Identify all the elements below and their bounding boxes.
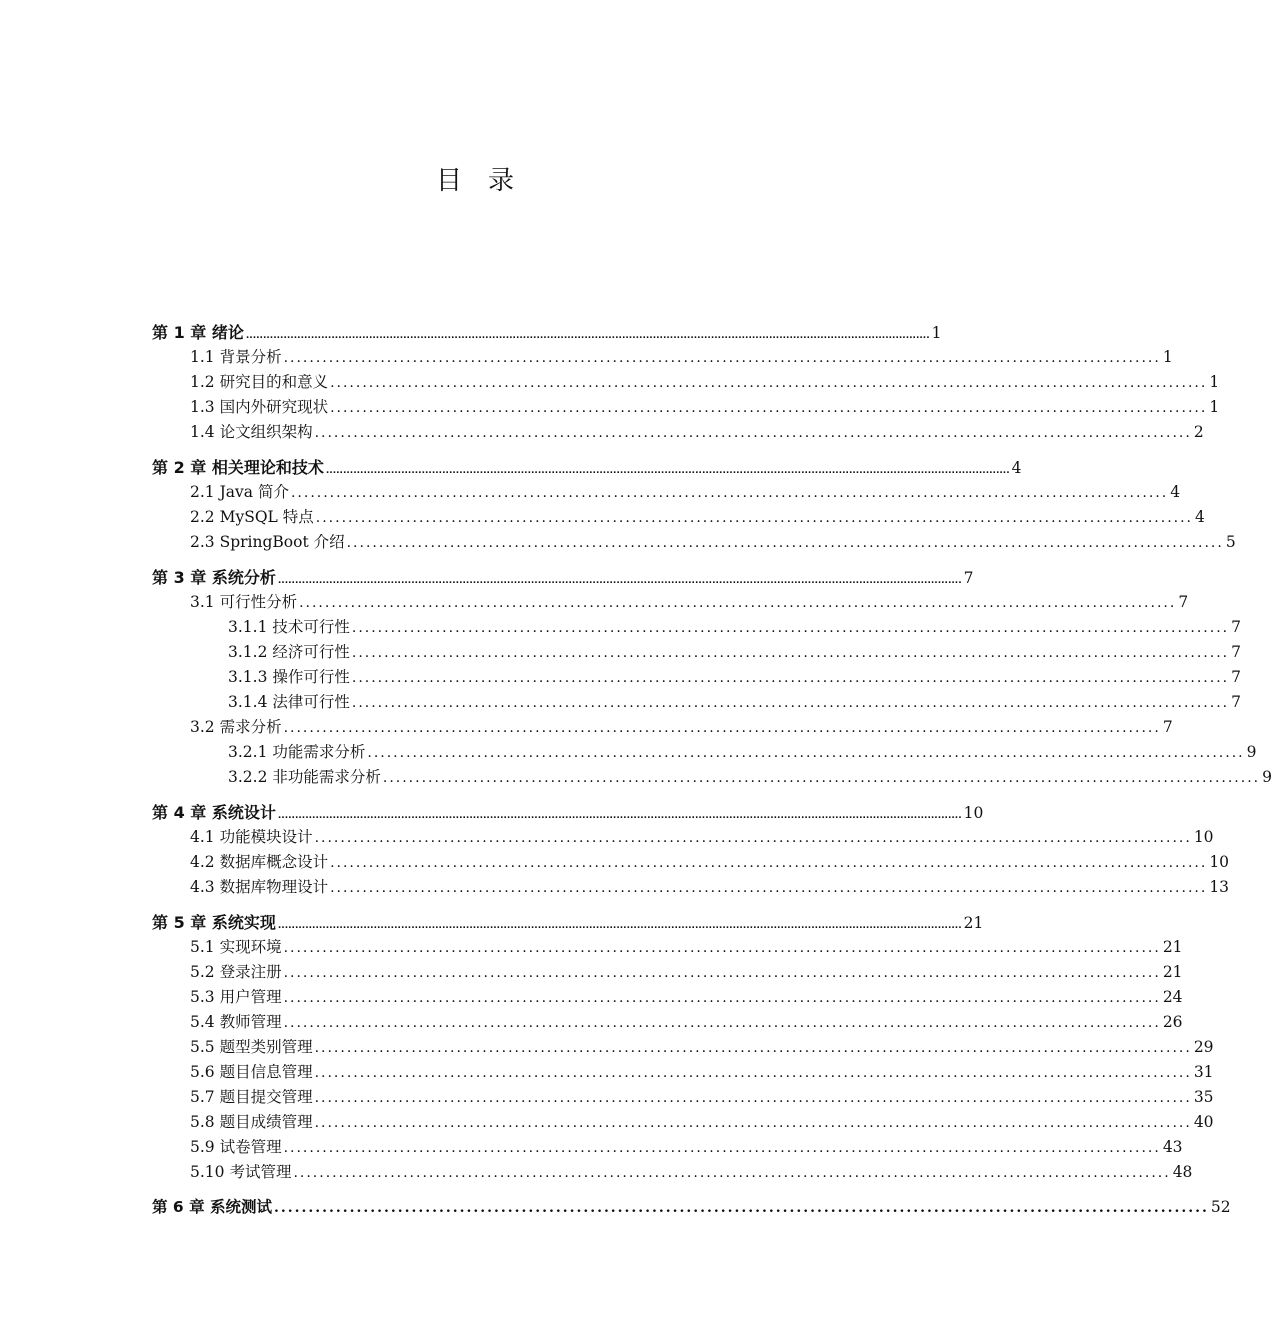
dot-leader: ........................................................................................................................................ [330,880,1208,896]
dot-leader: ........................................................................................................................................ [314,425,1192,441]
toc-page-number: 48 [1172,1163,1193,1181]
toc-entry-section[interactable] [152,875,1230,900]
toc-page-number: 43 [1162,1138,1183,1156]
chapter-spacer [152,900,860,910]
dot-leader: ........................................................................................................................................ [290,485,1169,501]
dot-leader: ........................................................................................................................................ [351,695,1230,711]
toc-page-number: 7 [1231,643,1241,661]
toc-page-number: 1 [931,324,942,342]
toc-entry-title: 第 2 章 相关理论和技术 [152,458,324,477]
dot-leader: ........................................................................................................................................ [293,1165,1171,1181]
dot-leader: ........................................................................................................................................ [351,670,1230,686]
toc-page-number: 40 [1193,1113,1214,1131]
toc-heading: 目 录 [435,166,514,196]
toc-entry-section[interactable] [152,505,1205,530]
toc-entry-section[interactable] [152,1110,1214,1135]
toc-entry-section[interactable] [152,395,1220,420]
toc-entry-section[interactable] [152,985,1183,1010]
dot-leader: ........................................................................................................................................ [330,375,1208,391]
toc-entry-subsection[interactable] [152,765,1272,790]
chapter-spacer [152,555,860,565]
toc-entry-title: 2.2 MySQL 特点 [190,508,314,526]
toc-page-number: 31 [1193,1063,1214,1081]
toc-page-number: 21 [1162,938,1183,956]
dot-leader: ........................................................................................................................................ [273,1200,1209,1216]
toc-page-number: 29 [1193,1038,1214,1056]
toc-page-number: 7 [963,569,974,587]
toc-entry-title: 3.1.2 经济可行性 [228,643,350,661]
toc-entry-title: 3.1 可行性分析 [190,593,298,611]
toc-entry-section[interactable] [152,590,1189,615]
toc-page-number: 21 [963,914,984,932]
dot-leader: ........................................................................................................................................ [314,1090,1192,1106]
toc-page-number: 1 [1162,348,1173,366]
toc-entry-title: 1.2 研究目的和意义 [190,373,329,391]
dot-leader: ........................................................................................................................................ [314,830,1192,846]
toc-entry-title: 5.7 题目提交管理 [190,1088,313,1106]
dot-leader: ........................................................................................................................................ [346,535,1224,551]
toc-page-number: 26 [1162,1013,1183,1031]
toc-entry-section[interactable] [152,370,1220,395]
toc-entry-section[interactable] [152,1085,1214,1110]
dot-leader: ........................................................................................................................................ [314,1040,1192,1056]
toc-page-number: 10 [1193,828,1214,846]
toc-entry-title: 第 6 章 系统测试 [152,1198,272,1216]
toc-page-number: 7 [1162,718,1173,736]
dot-leader: ........................................................................................................................................ [367,745,1245,761]
toc-entry-title: 4.1 功能模块设计 [190,828,313,846]
dot-leader: ........................................................................................................................................ [330,400,1208,416]
toc-entry-title: 3.2 需求分析 [190,718,282,736]
toc-entry-title: 第 4 章 系统设计 [152,803,276,822]
toc-page-number: 10 [1209,853,1230,871]
toc-entry-title: 1.1 背景分析 [190,348,282,366]
dot-leader: ........................................................................................................................................ [315,510,1193,526]
toc-entry-subsection[interactable] [152,615,1241,640]
toc-entry-section[interactable] [152,1135,1183,1160]
table-of-contents [152,320,1272,1220]
dot-leader: ........................................................................................................................................................................................................ [277,576,962,586]
toc-page-number: 2 [1193,423,1204,441]
toc-entry-section[interactable] [152,480,1181,505]
toc-entry-chapter[interactable] [152,320,942,345]
toc-page-number: 35 [1193,1088,1214,1106]
toc-entry-chapter-plain[interactable] [152,1195,1231,1220]
dot-leader: ........................................................................................................................................ [351,620,1230,636]
toc-entry-subsection[interactable] [152,740,1257,765]
toc-entry-title: 第 1 章 绪论 [152,323,244,342]
toc-entry-section[interactable] [152,825,1214,850]
toc-entry-title: 第 5 章 系统实现 [152,913,276,932]
toc-entry-title: 5.10 考试管理 [190,1163,292,1181]
toc-entry-section[interactable] [152,1010,1183,1035]
toc-entry-title: 3.1.3 操作可行性 [228,668,350,686]
dot-leader: ........................................................................................................................................ [283,990,1161,1006]
toc-entry-subsection[interactable] [152,640,1241,665]
toc-entry-title: 5.4 教师管理 [190,1013,282,1031]
toc-entry-title: 4.2 数据库概念设计 [190,853,329,871]
toc-entry-section[interactable] [152,715,1173,740]
toc-entry-title: 1.4 论文组织架构 [190,423,313,441]
toc-entry-title: 3.2.2 非功能需求分析 [228,768,381,786]
toc-entry-section[interactable] [152,530,1236,555]
toc-entry-title: 3.1.4 法律可行性 [228,693,350,711]
toc-page-number: 1 [1209,398,1220,416]
toc-entry-title: 5.1 实现环境 [190,938,282,956]
dot-leader: ........................................................................................................................................ [330,855,1208,871]
dot-leader: ........................................................................................................................................ [283,720,1161,736]
dot-leader: ........................................................................................................................................ [314,1065,1192,1081]
toc-page-number: 4 [1195,508,1205,526]
toc-page-number: 4 [1170,483,1181,501]
dot-leader: ........................................................................................................................................ [351,645,1230,661]
toc-entry-section[interactable] [152,960,1183,985]
toc-entry-subsection[interactable] [152,690,1241,715]
dot-leader: ........................................................................................................................................................................................................ [245,331,930,341]
toc-entry-section[interactable] [152,345,1173,370]
toc-page-number: 7 [1231,618,1241,636]
toc-page-number: 9 [1262,768,1272,786]
chapter-spacer [152,790,860,800]
dot-leader: ........................................................................................................................................................................................................ [325,466,1010,476]
toc-page-number: 5 [1225,533,1236,551]
toc-entry-chapter[interactable] [152,455,1022,480]
dot-leader: ........................................................................................................................................ [283,965,1161,981]
toc-entry-title: 2.1 Java 简介 [190,483,289,501]
toc-entry-section[interactable] [152,935,1183,960]
toc-entry-title: 3.2.1 功能需求分析 [228,743,366,761]
toc-entry-section[interactable] [152,1160,1193,1185]
dot-leader: ........................................................................................................................................ [299,595,1177,611]
dot-leader: ........................................................................................................................................ [283,1140,1161,1156]
toc-page-number: 13 [1209,878,1230,896]
toc-entry-title: 第 3 章 系统分析 [152,568,276,587]
toc-page-number: 10 [963,804,984,822]
chapter-spacer [152,445,860,455]
toc-page-number: 24 [1162,988,1183,1006]
toc-page-number: 7 [1231,668,1241,686]
toc-entry-title: 2.3 SpringBoot 介绍 [190,533,345,551]
toc-page-number: 7 [1231,693,1241,711]
toc-entry-title: 5.5 题型类别管理 [190,1038,313,1056]
dot-leader: ........................................................................................................................................ [314,1115,1192,1131]
toc-page-number: 1 [1209,373,1220,391]
toc-entry-title: 4.3 数据库物理设计 [190,878,329,896]
toc-entry-section[interactable] [152,1035,1214,1060]
toc-entry-chapter[interactable] [152,910,984,935]
toc-page-number: 9 [1246,743,1257,761]
dot-leader: ........................................................................................................................................................................................................ [277,921,962,931]
toc-entry-title: 5.9 试卷管理 [190,1138,282,1156]
dot-leader: ........................................................................................................................................ [283,350,1161,366]
dot-leader: ........................................................................................................................................................................................................ [277,811,962,821]
toc-entry-subsection[interactable] [152,665,1241,690]
toc-entry-chapter[interactable] [152,800,984,825]
toc-entry-title: 5.3 用户管理 [190,988,282,1006]
toc-entry-title: 5.8 题目成绩管理 [190,1113,313,1131]
dot-leader: ........................................................................................................................................ [283,1015,1161,1031]
toc-page-number: 4 [1011,459,1022,477]
chapter-spacer [152,1185,860,1195]
toc-entry-chapter[interactable] [152,565,974,590]
dot-leader: ........................................................................................................................................ [283,940,1161,956]
toc-entry-section[interactable] [152,420,1204,445]
toc-page-number: 21 [1162,963,1183,981]
toc-page-number: 7 [1178,593,1189,611]
toc-entry-title: 5.6 题目信息管理 [190,1063,313,1081]
toc-entry-title: 5.2 登录注册 [190,963,282,981]
dot-leader: ........................................................................................................................................ [382,770,1261,786]
toc-page-number: 52 [1210,1198,1231,1216]
toc-entry-title: 1.3 国内外研究现状 [190,398,329,416]
toc-entry-title: 3.1.1 技术可行性 [228,618,350,636]
toc-entry-section[interactable] [152,850,1230,875]
toc-entry-section[interactable] [152,1060,1214,1085]
